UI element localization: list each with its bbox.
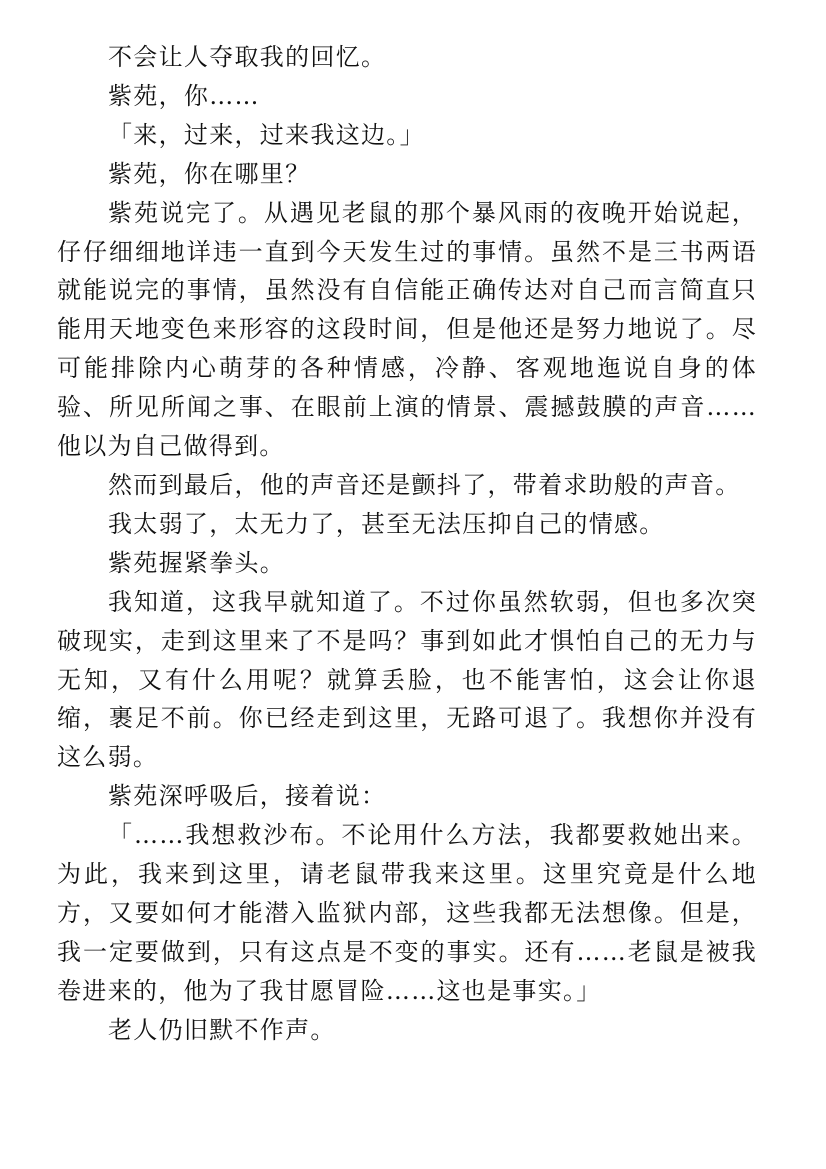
paragraph: 紫苑握紧拳头。 (108, 548, 286, 577)
paragraph: 然而到最后，他的声音还是颤抖了，带着求助般的声音。 (108, 470, 741, 499)
paragraph: 「来，过来，过来我这边。」 (108, 120, 425, 149)
paragraph: 紫苑，你…… (108, 81, 260, 110)
paragraph: 不会让人夺取我的回忆。 (108, 43, 387, 71)
paragraph: 紫苑深呼吸后，接着说： (108, 782, 387, 811)
paragraph: 紫苑，你在哪里？ (108, 159, 311, 188)
page-body (57, 38, 757, 1050)
paragraph: 「……我想救沙布。不论用什么方法，我都要救她出来。为此，我来到这里，请老鼠带我来这里。这里究竟是什么地方，又要如何才能潜入监狱内部，这些我都无法想像。但是，我一定要做到，只有这点是不变的事实。还有……老鼠是被我卷进来的，他为了我甘愿冒险……这也是事实。」 (57, 821, 757, 1005)
paragraph: 老人仍旧默不作声。 (108, 1015, 336, 1044)
paragraph: 我太弱了，太无力了，甚至无法压抑自己的情感。 (108, 509, 665, 538)
paragraph: 紫苑说完了。从遇见老鼠的那个暴风雨的夜晚开始说起，仔仔细细地详违一直到今天发生过的事情。虽然不是三书两语就能说完的事情，虽然没有自信能正确传达对自己而言简直只能用天地变色来形容的这段时间，但是他还是努力地说了。尽可能排除内心萌芽的各种情感，冷静、客观地迤说自身的体验、所见所闻之事、在眼前上演的情景、震撼鼓膜的声音……他以为自己做得到。 (57, 198, 757, 461)
paragraph: 我知道，这我早就知道了。不过你虽然软弱，但也多次突破现实，走到这里来了不是吗？事到如此才惧怕自己的无力与无知，又有什么用呢？就算丢脸，也不能害怕，这会让你退缩，裹足不前。你已经走到这里，无路可退了。我想你并没有这么弱。 (57, 587, 757, 772)
